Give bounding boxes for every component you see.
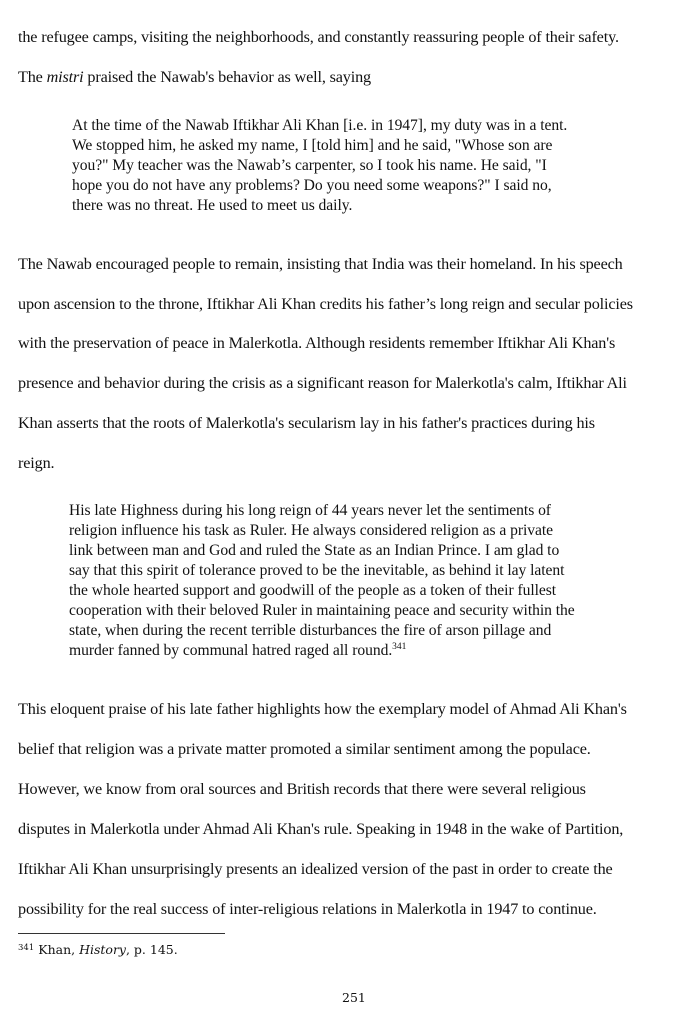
paragraph-line: belief that religion was a private matter promoted a similar sentiment among the populace. <box>18 740 591 758</box>
paragraph-line: reign. <box>18 454 55 472</box>
paragraph-intro-quote <box>18 67 371 87</box>
paragraph-line: possibility for the real success of inter-religious relations in Malerkotla in 1947 to continue. <box>18 900 597 918</box>
footnote-author: Khan, <box>38 942 80 957</box>
quote-line: there was no threat. He used to meet us daily. <box>72 197 353 214</box>
quote-line: the whole hearted support and goodwill of the people as a token of their fullest <box>69 582 557 599</box>
quote-line-last <box>69 641 575 661</box>
quote-line: At the time of the Nawab Iftikhar Ali Khan [i.e. in 1947], my duty was in a tent. <box>72 117 568 134</box>
paragraph-line: However, we know from oral sources and British records that there were several religious <box>18 780 586 798</box>
quote-line: We stopped him, he asked my name, I [told him] and he said, "Whose son are <box>72 137 553 154</box>
footnote-page: , p. 145. <box>125 942 178 957</box>
paragraph-line: The Nawab encouraged people to remain, insisting that India was their homeland. In his speech <box>18 255 623 273</box>
paragraph-text: The <box>18 68 47 86</box>
paragraph-line: Iftikhar Ali Khan unsurprisingly presents an idealized version of the past in order to create the <box>18 860 613 878</box>
quote-line: you?" My teacher was the Nawab’s carpenter, so I took his name. He said, "I <box>72 157 547 174</box>
footnote-reference[interactable]: 341 <box>392 642 407 652</box>
quote-line: cooperation with their beloved Ruler in maintaining peace and security within the <box>69 602 575 619</box>
paragraph-text: praised the Nawab's behavior as well, saying <box>83 68 371 86</box>
page-number: 251 <box>342 990 366 1005</box>
quote-line-text: murder fanned by communal hatred raged all round. <box>69 642 393 659</box>
quote-line: religion influence his task as Ruler. He always considered religion as a private <box>69 522 554 539</box>
paragraph-line: upon ascension to the throne, Iftikhar Ali Khan credits his father’s long reign and secular policies <box>18 295 633 313</box>
block-quote-mistri <box>72 116 567 216</box>
paragraph-line: presence and behavior during the crisis as a significant reason for Malerkotla's calm, Iftikhar Ali <box>18 374 627 392</box>
footnote-number: 341 <box>18 943 35 953</box>
italic-term-mistri: mistri <box>46 68 84 86</box>
block-quote-speech <box>69 501 575 661</box>
quote-line: state, when during the recent terrible disturbances the fire of arson pillage and <box>69 622 552 639</box>
quote-line: His late Highness during his long reign of 44 years never let the sentiments of <box>69 502 551 519</box>
quote-line: say that this spirit of tolerance proved to be the inevitable, as behind it lay latent <box>69 562 565 579</box>
paragraph-continuation-line: the refugee camps, visiting the neighborhoods, and constantly reassuring people of their safety. <box>18 28 619 46</box>
paragraph-line: disputes in Malerkotla under Ahmad Ali Khan's rule. Speaking in 1948 in the wake of Partition, <box>18 820 624 838</box>
paragraph-line: Khan asserts that the roots of Malerkotla's secularism lay in his father's practices during his <box>18 414 595 432</box>
footnote-title: History <box>79 942 126 957</box>
footnote-divider <box>18 933 225 934</box>
paragraph-line: with the preservation of peace in Malerkotla. Although residents remember Iftikhar Ali Khan's <box>18 334 616 352</box>
paragraph-line: This eloquent praise of his late father highlights how the exemplary model of Ahmad Ali Khan's <box>18 700 627 718</box>
quote-line: hope you do not have any problems? Do you need some weapons?" I said no, <box>72 177 552 194</box>
footnote-341 <box>18 941 178 959</box>
quote-line: link between man and God and ruled the State as an Indian Prince. I am glad to <box>69 542 560 559</box>
